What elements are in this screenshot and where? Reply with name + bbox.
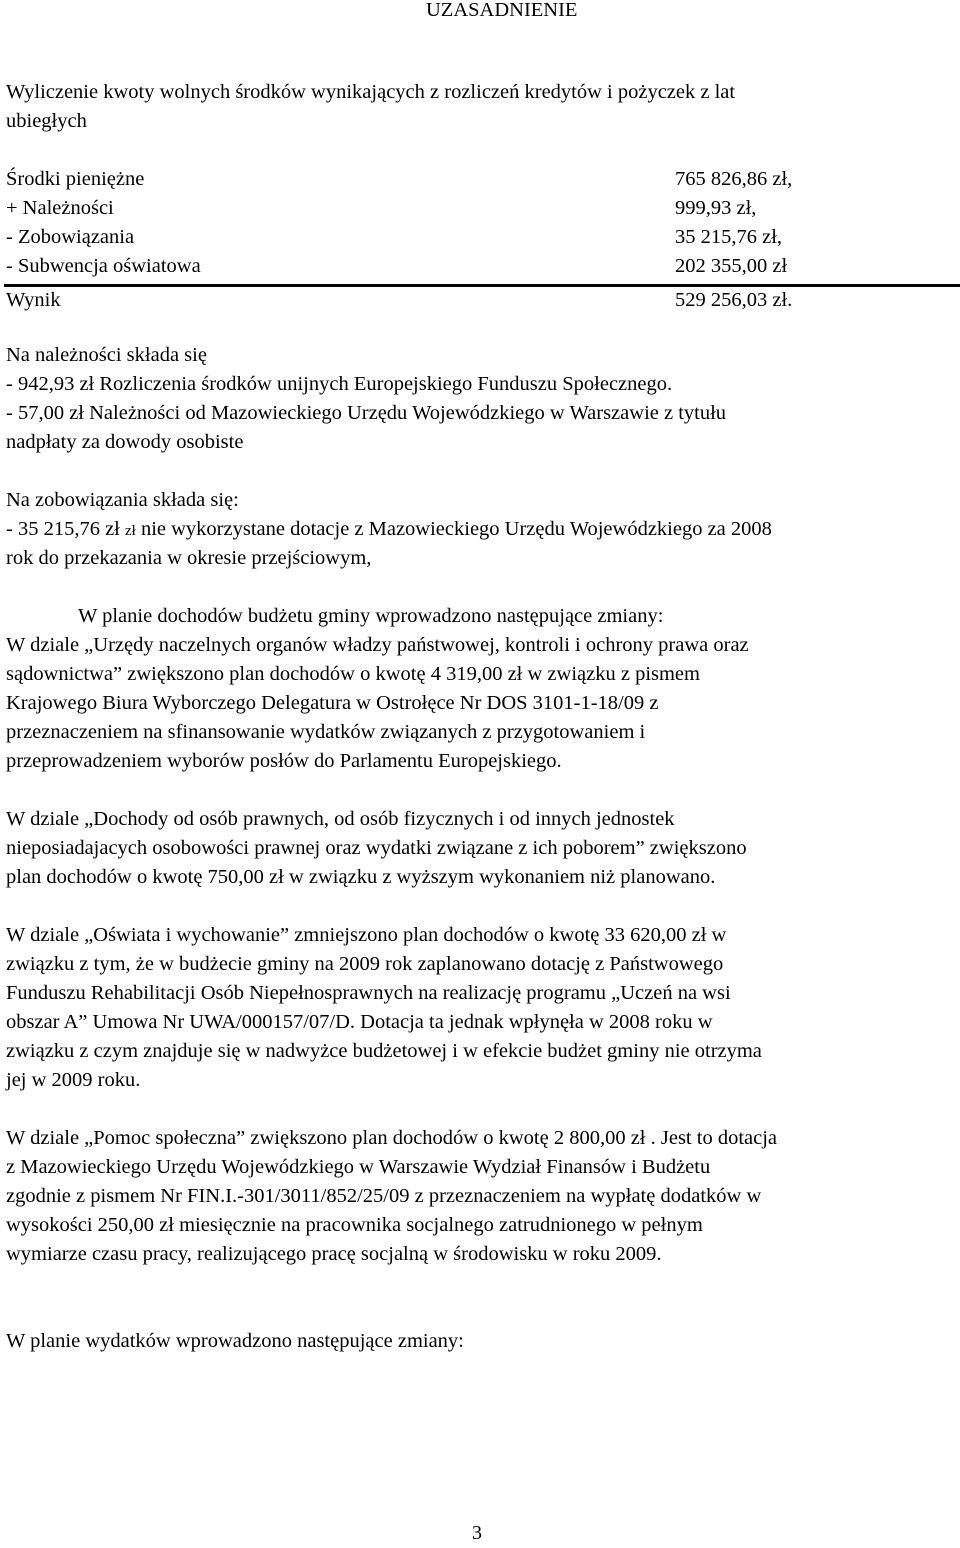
liabilities-currency: zł xyxy=(125,523,136,539)
liabilities-text: nie wykorzystane dotacje z Mazowieckiego Urzędu Wojewódzkiego za 2008 xyxy=(135,518,772,540)
liabilities-line xyxy=(6,515,772,546)
liabilities-intro: Na zobowiązania składa się: xyxy=(6,489,239,511)
heading-line-2: ubiegłych xyxy=(6,110,87,132)
income-para-line: W dziale „Oświata i wychowanie” zmniejszono plan dochodów o kwotę 33 620,00 zł w xyxy=(6,924,727,946)
receivables-line: nadpłaty za dowody osobiste xyxy=(6,431,244,453)
income-para-line: nieposiadajacych osobowości prawnej oraz wydatki związane z ich poborem” zwiększono xyxy=(6,837,747,859)
income-para-line: W dziale „Urzędy naczelnych organów władzy państwowej, kontroli i ochrony prawa oraz xyxy=(6,634,749,656)
calc-amount: 999,93 zł, xyxy=(675,197,757,219)
income-para-line: obszar A” Umowa Nr UWA/000157/07/D. Dotacja ta jednak wpłynęła w 2008 roku w xyxy=(6,1011,713,1033)
income-para-line: przeprowadzeniem wyborów posłów do Parlamentu Europejskiego. xyxy=(6,750,562,772)
calc-label: - Subwencja oświatowa xyxy=(6,255,201,277)
page-title: UZASADNIENIE xyxy=(426,0,578,21)
result-amount: 529 256,03 zł. xyxy=(675,289,793,311)
result-label: Wynik xyxy=(6,289,61,311)
liabilities-line: rok do przekazania w okresie przejściowym, xyxy=(6,547,372,569)
income-para-line: W dziale „Pomoc społeczna” zwiększono plan dochodów o kwotę 2 800,00 zł . Jest to dotacja xyxy=(6,1127,778,1149)
page-number: 3 xyxy=(472,1522,482,1544)
income-para-line: wymiarze czasu pracy, realizującego pracę socjalną w środowisku w roku 2009. xyxy=(6,1243,662,1265)
income-para-line: Krajowego Biura Wyborczego Delegatura w Ostrołęce Nr DOS 3101-1-18/09 z xyxy=(6,692,659,714)
income-para-line: Funduszu Rehabilitacji Osób Niepełnosprawnych na realizację programu „Uczeń na wsi xyxy=(6,982,731,1004)
income-para-line: z Mazowieckiego Urzędu Wojewódzkiego w Warszawie Wydział Finansów i Budżetu xyxy=(6,1156,711,1178)
calc-amount: 202 355,00 zł xyxy=(675,255,788,277)
calc-amount: 765 826,86 zł, xyxy=(675,168,793,190)
calc-amount: 35 215,76 zł, xyxy=(675,226,783,248)
income-para-line: związku z czym znajduje się w nadwyżce budżetowej i w efekcie budżet gminy nie otrzyma xyxy=(6,1040,762,1062)
receivables-line: - 57,00 zł Należności od Mazowieckiego Urzędu Wojewódzkiego w Warszawie z tytułu xyxy=(6,402,727,424)
expenses-intro: W planie wydatków wprowadzono następujące zmiany: xyxy=(6,1330,464,1352)
income-para-line: zgodnie z pismem Nr FIN.I.-301/3011/852/25/09 z przeznaczeniem na wypłatę dodatków w xyxy=(6,1185,762,1207)
calc-label: Środki pieniężne xyxy=(6,168,145,190)
income-para-line: sądownictwa” zwiększono plan dochodów o kwotę 4 319,00 zł w związku z pismem xyxy=(6,663,700,685)
income-para-line: W dziale „Dochody od osób prawnych, od osób fizycznych i od innych jednostek xyxy=(6,808,675,830)
receivables-line: - 942,93 zł Rozliczenia środków unijnych Europejskiego Funduszu Społecznego. xyxy=(6,373,673,395)
heading-line-1: Wyliczenie kwoty wolnych środków wynikających z rozliczeń kredytów i pożyczek z lat xyxy=(6,81,736,103)
income-intro: W planie dochodów budżetu gminy wprowadzono następujące zmiany: xyxy=(78,605,664,627)
sum-rule xyxy=(4,284,960,287)
receivables-intro: Na należności składa się xyxy=(6,344,207,366)
income-para-line: związku z tym, że w budżecie gminy na 2009 rok zaplanowano dotację z Państwowego xyxy=(6,953,724,975)
income-para-line: wysokości 250,00 zł miesięcznie na pracownika socjalnego zatrudnionego w pełnym xyxy=(6,1214,703,1236)
liabilities-amount: - 35 215,76 zł xyxy=(6,518,125,540)
calc-label: - Zobowiązania xyxy=(6,226,135,248)
income-para-line: plan dochodów o kwotę 750,00 zł w związku z wyższym wykonaniem niż planowano. xyxy=(6,866,716,888)
income-para-line: jej w 2009 roku. xyxy=(6,1069,141,1091)
income-para-line: przeznaczeniem na sfinansowanie wydatków związanych z przygotowaniem i xyxy=(6,721,646,743)
calc-label: + Należności xyxy=(6,197,114,219)
